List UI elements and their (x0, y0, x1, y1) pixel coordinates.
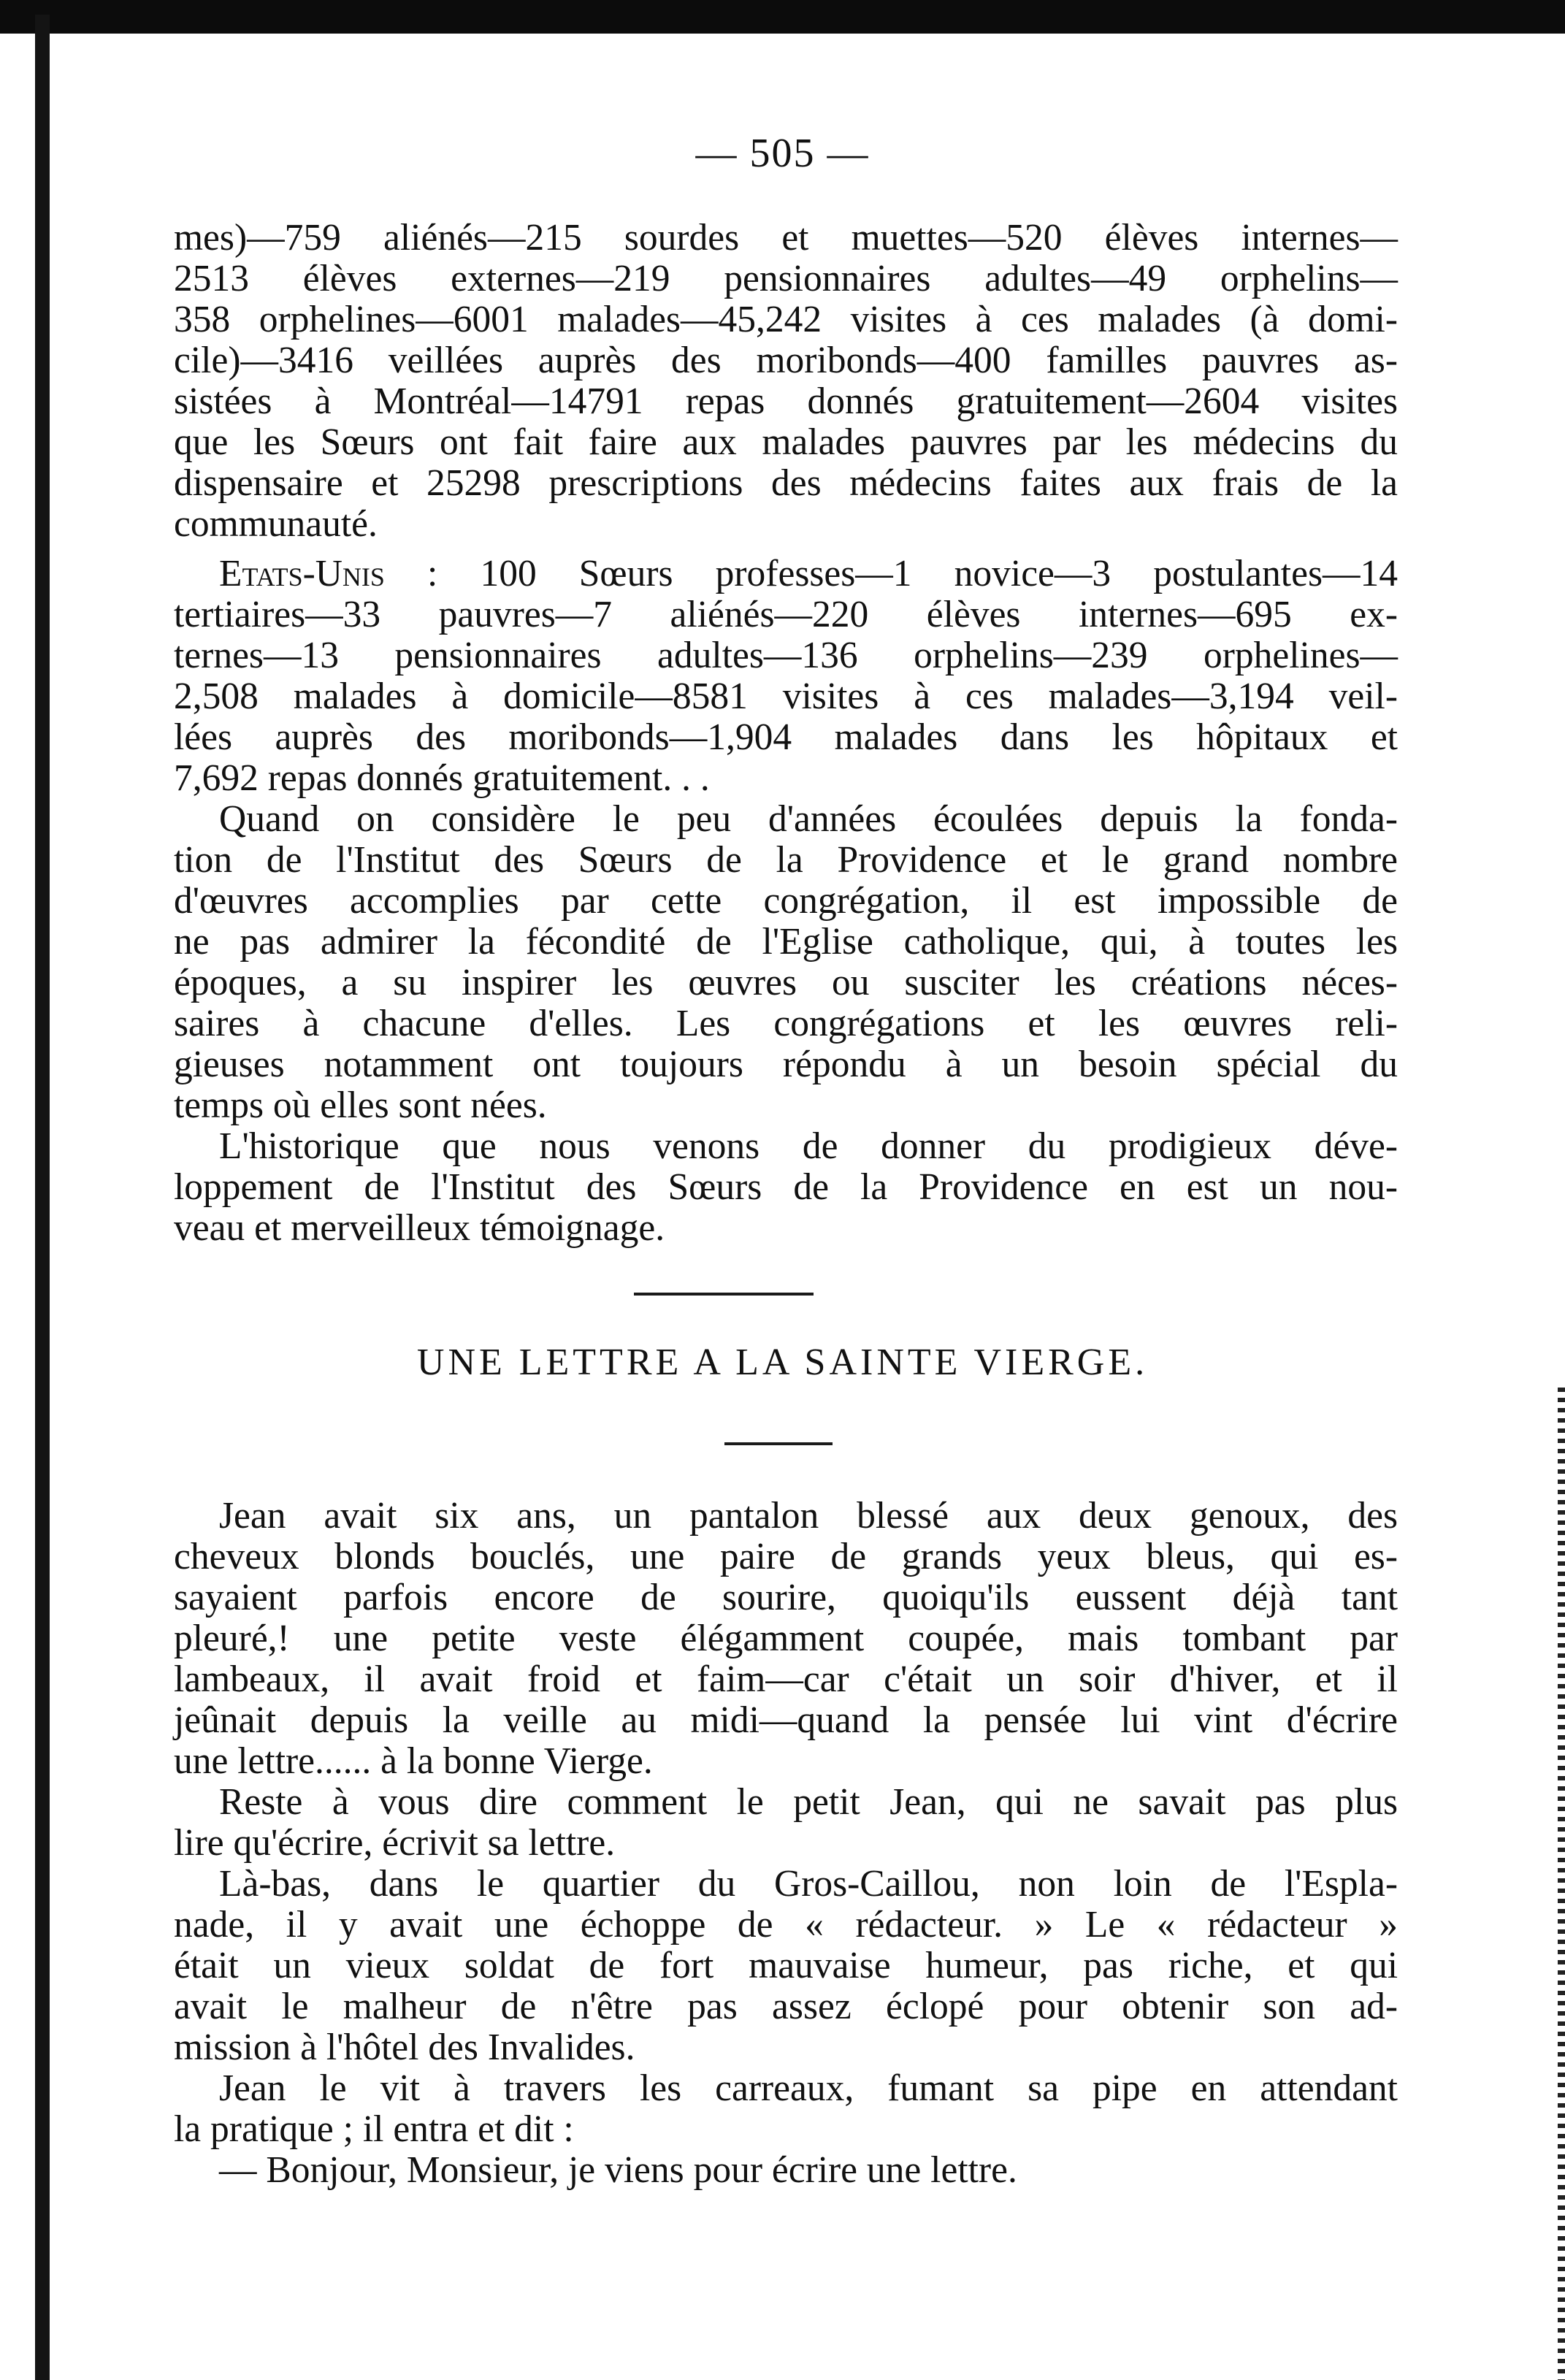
story-paragraph (174, 1496, 1398, 1782)
text-line: sayaient parfois encore de sourire, quoiqu'ils eussent déjà tant (174, 1577, 1398, 1618)
text-line: dispensaire et 25298 prescriptions des médecins faites aux frais de la (174, 462, 1398, 504)
text-line: lées auprès des moribonds—1,904 malades dans les hôpitaux et (174, 716, 1398, 758)
story-paragraph (174, 2068, 1398, 2150)
text-line: Reste à vous dire comment le petit Jean, qui ne savait pas plus (219, 1781, 1398, 1823)
text-line: L'historique que nous venons de donner du prodigieux déve- (219, 1125, 1398, 1167)
story-dialogue (174, 2150, 1398, 2191)
text-line: avait le malheur de n'être pas assez éclopé pour obtenir son ad- (174, 1986, 1398, 2027)
top-border (0, 0, 1565, 34)
right-edge-mark (1558, 1388, 1565, 2380)
text-line: époques, a su inspirer les œuvres ou susciter les créations néces- (174, 962, 1398, 1003)
text-line: 358 orphelines—6001 malades—45,242 visites à ces malades (à domi- (174, 299, 1398, 340)
text-line: lambeaux, il avait froid et faim—car c'était un soir d'hiver, et il (174, 1658, 1398, 1700)
text-line: sistées à Montréal—14791 repas donnés gratuitement—2604 visites (174, 380, 1398, 422)
text-line: était un vieux soldat de fort mauvaise humeur, pas riche, et qui (174, 1945, 1398, 1986)
text-line: mission à l'hôtel des Invalides. (174, 2027, 635, 2068)
text-fragment: : 100 Sœurs professes—1 novice—3 postulantes—14 (384, 553, 1398, 594)
story-paragraph (174, 1864, 1398, 2068)
text-line: jeûnait depuis la veille au midi—quand la pensée lui vint d'écrire (174, 1699, 1398, 1741)
text-line: mes)—759 aliénés—215 sourdes et muettes—520 élèves internes— (174, 217, 1398, 259)
text-line: lire qu'écrire, écrivit sa lettre. (174, 1822, 616, 1864)
section-divider-bottom (724, 1442, 833, 1445)
text-line: Jean avait six ans, un pantalon blessé aux deux genoux, des (219, 1495, 1398, 1537)
text-line: saires à chacune d'elles. Les congrégations et les œuvres reli- (174, 1003, 1398, 1044)
section-title: UNE LETTRE A LA SAINTE VIERGE. (416, 1342, 1149, 1383)
text-line: Jean le vit à travers les carreaux, fumant sa pipe en attendant (219, 2067, 1398, 2109)
text-line: d'œuvres accomplies par cette congrégation, il est impossible de (174, 880, 1398, 922)
text-line: tion de l'Institut des Sœurs de la Providence et le grand nombre (174, 839, 1398, 881)
story-paragraph (174, 1782, 1398, 1864)
text-line: une lettre...... à la bonne Vierge. (174, 1740, 653, 1782)
reflection-paragraph (174, 799, 1398, 1126)
text-line: communauté. (174, 503, 378, 545)
text-line: — Bonjour, Monsieur, je viens pour écrire une lettre. (219, 2149, 1017, 2191)
page-number: — 505 — (695, 131, 870, 176)
text-line: tertiaires—33 pauvres—7 aliénés—220 élèves internes—695 ex- (174, 594, 1398, 635)
conclusion-paragraph (174, 1126, 1398, 1249)
text-line: Là-bas, dans le quartier du Gros-Caillou, non loin de l'Espla- (219, 1863, 1398, 1905)
section-divider-top (634, 1293, 814, 1296)
text-line: cile)—3416 veillées auprès des moribonds—400 familles pauvres as- (174, 340, 1398, 381)
text-line: veau et merveilleux témoignage. (174, 1207, 665, 1249)
text-line: la pratique ; il entra et dit : (174, 2108, 574, 2150)
text-line: gieuses notamment ont toujours répondu à un besoin spécial du (174, 1044, 1398, 1085)
text-line: nade, il y avait une échoppe de « rédacteur. » Le « rédacteur » (174, 1904, 1398, 1945)
text-line: que les Sœurs ont fait faire aux malades pauvres par les médecins du (174, 421, 1398, 463)
left-border (35, 15, 50, 2380)
text-line: 7,692 repas donnés gratuitement. . . (174, 757, 710, 799)
text-line: ne pas admirer la fécondité de l'Eglise catholique, qui, à toutes les (174, 921, 1398, 963)
text-line: 2513 élèves externes—219 pensionnaires adultes—49 orphelins— (174, 258, 1398, 299)
text-line (174, 554, 1398, 594)
statistics-paragraph-montreal (174, 218, 1398, 545)
text-line: ternes—13 pensionnaires adultes—136 orphelins—239 orphelines— (174, 635, 1398, 676)
text-line: loppement de l'Institut des Sœurs de la Providence en est un nou- (174, 1166, 1398, 1208)
text-line: cheveux blonds bouclés, une paire de grands yeux bleus, qui es- (174, 1536, 1398, 1577)
statistics-paragraph-etats-unis (174, 554, 1398, 799)
text-line: pleuré,! une petite veste élégamment coupée, mais tombant par (174, 1618, 1398, 1659)
text-line: temps où elles sont nées. (174, 1084, 547, 1126)
text-line: 2,508 malades à domicile—8581 visites à ces malades—3,194 veil- (174, 676, 1398, 717)
text-line: Quand on considère le peu d'années écoulées depuis la fonda- (219, 798, 1398, 840)
section-label: Etats-Unis (219, 553, 385, 594)
